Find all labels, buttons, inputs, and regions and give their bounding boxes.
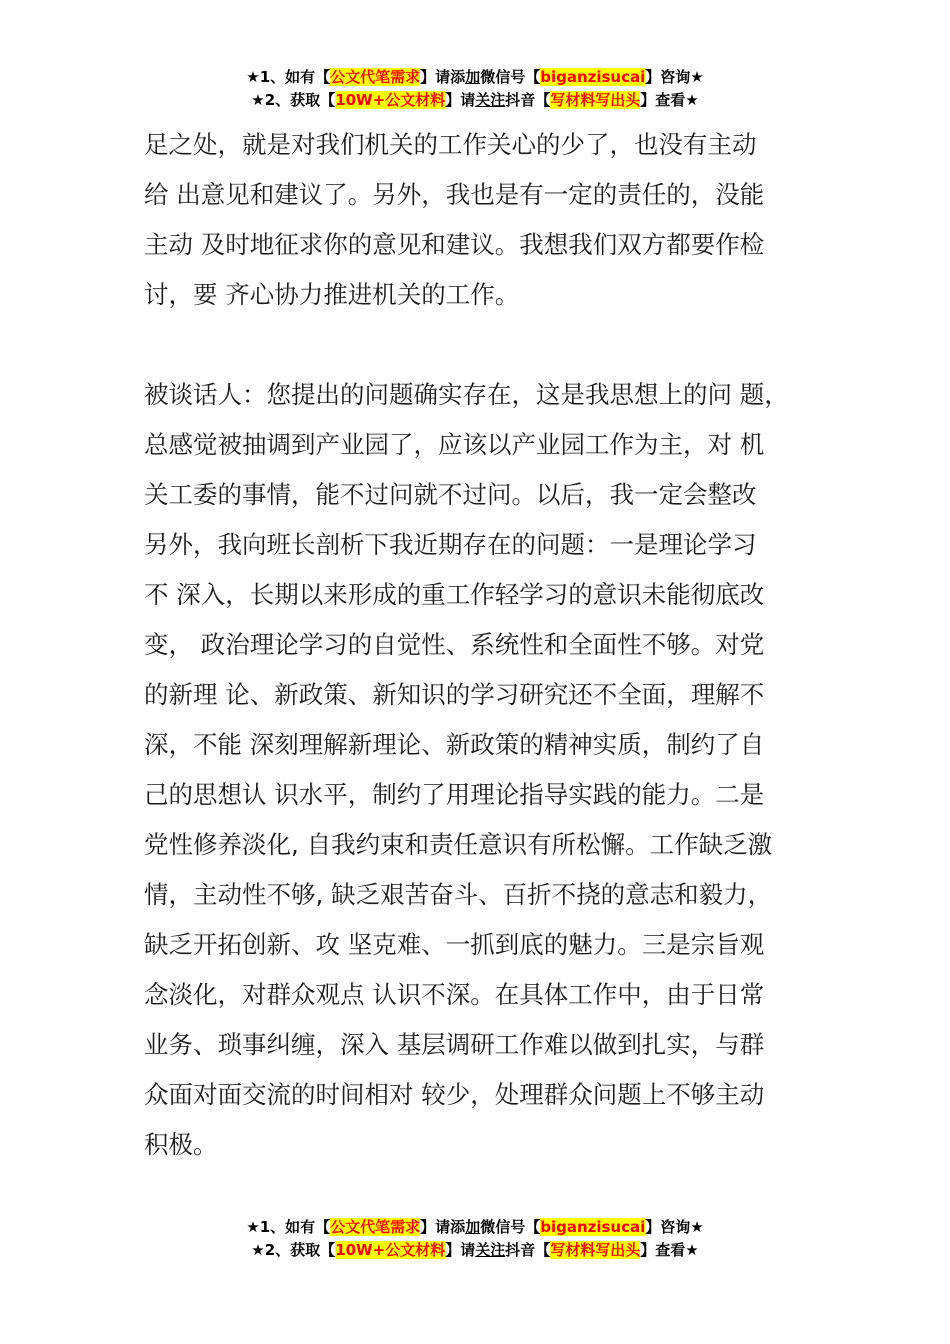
text-line: 的新理 论、新政策、新知识的学习研究还不全面，理解不 bbox=[144, 680, 765, 709]
promo-text: ★2、获取【 bbox=[251, 91, 336, 109]
promo-highlight-douyin: 写材料写出头 bbox=[550, 1241, 641, 1259]
promo-text: 】请添 bbox=[420, 68, 466, 86]
promo-highlight-wechat-id: biganzisucai bbox=[540, 1218, 646, 1236]
text-line: 给 出意见和建议了。另外，我也是有一定的责任的，没能 bbox=[144, 180, 765, 209]
text-line: 情，主动性不够, 缺乏艰苦奋斗、百折不挠的意志和毅力， bbox=[144, 880, 773, 909]
text-line: 党性修养淡化, 自我约束和责任意识有所松懈。工作缺乏激 bbox=[144, 830, 773, 859]
text-line: 讨，要 齐心协力推进机关的工作。 bbox=[144, 280, 520, 309]
promo-text: ★1、如有【 bbox=[246, 1218, 331, 1236]
promo-underline: 加 bbox=[465, 68, 481, 86]
text-line: 主动 及时地征求你的意见和建议。我想我们双方都要作检 bbox=[144, 230, 765, 259]
promo-underline: 加 bbox=[465, 1218, 481, 1236]
promo-line-2 bbox=[0, 1239, 950, 1262]
text-line: 足之处，就是对我们机关的工作关心的少了，也没有主动 bbox=[144, 130, 757, 159]
text-line: 不 深入，长期以来形成的重工作轻学习的意识未能彻底改 bbox=[144, 580, 765, 609]
promo-highlight: 10W+公文材料 bbox=[335, 1241, 446, 1259]
text-line: 缺乏开拓创新、攻 坚克难、一抓到底的魅力。三是宗旨观 bbox=[144, 930, 765, 959]
text-line: 业务、琐事纠缠，深入 基层调研工作难以做到扎实，与群 bbox=[144, 1030, 765, 1059]
promo-line-1 bbox=[0, 66, 950, 89]
promo-text: ★2、获取【 bbox=[251, 1241, 336, 1259]
text-line: 深，不能 深刻理解新理论、新政策的精神实质，制约了自 bbox=[144, 730, 765, 759]
text-line: 己的思想认 识水平，制约了用理论指导实践的能力。二是 bbox=[144, 780, 765, 809]
text-line: 总感觉被抽调到产业园了，应该以产业园工作为主，对 机 bbox=[144, 430, 765, 459]
text-line: 念淡化，对群众观点 认识不深。在具体工作中，由于日常 bbox=[144, 980, 765, 1009]
promo-highlight: 公文代笔需求 bbox=[330, 1218, 421, 1236]
promo-text: 】查看★ bbox=[640, 1241, 699, 1259]
promo-text: 】咨询★ bbox=[645, 1218, 704, 1236]
promo-highlight-wechat-id: biganzisucai bbox=[540, 68, 646, 86]
text-line: 众面对面交流的时间相对 较少，处理群众问题上不够主动 bbox=[144, 1080, 765, 1109]
text-line: 关工委的事情，能不过问就不过问。以后，我一定会整改 bbox=[144, 480, 757, 509]
text-line: 变， 政治理论学习的自觉性、系统性和全面性不够。对党 bbox=[144, 630, 765, 659]
footer-promo-banner bbox=[0, 1216, 950, 1262]
text-line: 另外，我向班长剖析下我近期存在的问题：一是理论学习 bbox=[144, 530, 757, 559]
promo-text: 微信号【 bbox=[480, 1218, 541, 1236]
promo-text: 】请添 bbox=[420, 1218, 466, 1236]
promo-text: 】请 bbox=[445, 91, 476, 109]
promo-text: ★1、如有【 bbox=[246, 68, 331, 86]
promo-underline: 关注 bbox=[475, 91, 506, 109]
promo-text: 】请 bbox=[445, 1241, 476, 1259]
promo-line-1 bbox=[0, 1216, 950, 1239]
promo-text: 】查看★ bbox=[640, 91, 699, 109]
header-promo-banner bbox=[0, 66, 950, 112]
text-line: 被谈话人：您提出的问题确实存在，这是我思想上的问 题， bbox=[144, 380, 789, 409]
promo-underline: 关注 bbox=[475, 1241, 506, 1259]
text-line: 积极。 bbox=[144, 1130, 218, 1159]
promo-highlight: 10W+公文材料 bbox=[335, 91, 446, 109]
paragraph-2 bbox=[144, 370, 834, 1170]
promo-text: 】咨询★ bbox=[645, 68, 704, 86]
promo-text: 微信号【 bbox=[480, 68, 541, 86]
promo-text: 抖音【 bbox=[505, 1241, 551, 1259]
promo-highlight-douyin: 写材料写出头 bbox=[550, 91, 641, 109]
promo-text: 抖音【 bbox=[505, 91, 551, 109]
paragraph-1 bbox=[144, 120, 834, 320]
promo-line-2 bbox=[0, 89, 950, 112]
promo-highlight: 公文代笔需求 bbox=[330, 68, 421, 86]
